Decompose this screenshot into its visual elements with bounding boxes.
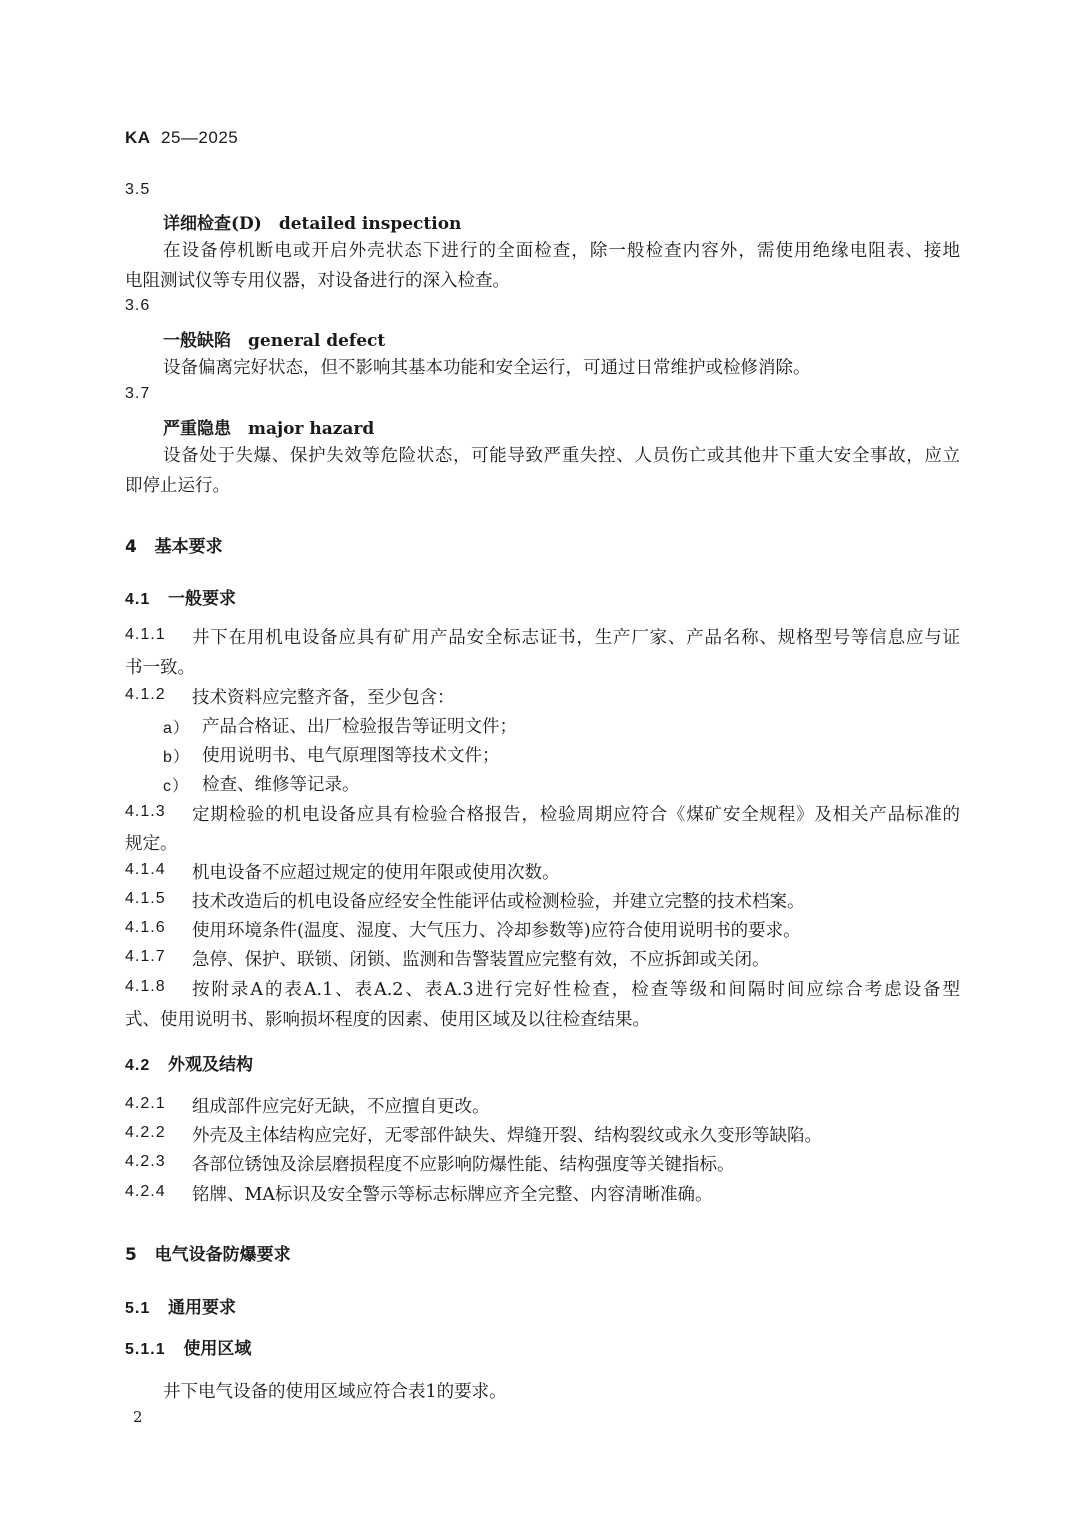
clause-text: 定期检验的机电设备应具有检验合格报告，检验周期应符合《煤矿安全规程》及相关产品标准的	[192, 805, 960, 825]
subsection-title: 通用要求	[168, 1298, 237, 1318]
clause-text: 书一致。	[125, 658, 195, 678]
clause-number: 4.2.3	[125, 1153, 166, 1170]
clause-number: 4.1.4	[125, 861, 166, 878]
term-number: 3.6	[125, 297, 151, 314]
term-number: 3.5	[125, 181, 151, 198]
list-marker: a）	[163, 720, 190, 737]
clause-text: 式、使用说明书、影响损坏程度的因素、使用区域及以往检查结果。	[125, 1010, 650, 1030]
subsection-number: 4.2	[125, 1057, 151, 1074]
section-heading	[125, 532, 223, 557]
subsection-number: 4.1	[125, 591, 151, 608]
term-definition: 即停止运行。	[125, 476, 230, 496]
clause-text: 技术改造后的机电设备应经安全性能评估或检测检验，并建立完整的技术档案。	[192, 892, 805, 912]
clause-number: 4.1.2	[125, 686, 166, 703]
clause-number: 4.2.2	[125, 1124, 166, 1141]
section-heading	[125, 1240, 291, 1265]
subsubsection-heading	[125, 1334, 251, 1359]
term-definition: 设备处于失爆、保护失效等危险状态，可能导致严重失控、人员伤亡或其他井下重大安全事故，应立	[163, 446, 960, 466]
subsection-heading	[125, 1293, 236, 1318]
document-code	[125, 128, 238, 148]
term-title: 一般缺陷 general defect	[163, 331, 386, 351]
clause-number: 4.1.6	[125, 919, 166, 936]
section-number: 5	[125, 1245, 137, 1265]
clause-number: 4.1.1	[125, 626, 166, 643]
list-item: 检查、维修等记录。	[202, 775, 360, 795]
standard-prefix: KA	[125, 128, 151, 147]
section-number: 4	[125, 537, 137, 557]
clause-text: 按附录A的表A.1、表A.2、表A.3进行完好性检查，检查等级和间隔时间应综合考虑设备型	[192, 980, 960, 1000]
subsection-title: 一般要求	[168, 589, 237, 609]
clause-text: 规定。	[125, 834, 178, 854]
clause-text: 使用环境条件(温度、湿度、大气压力、冷却参数等)应符合使用说明书的要求。	[192, 921, 801, 941]
page-number: 2	[133, 1408, 143, 1426]
clause-number: 4.2.1	[125, 1095, 166, 1112]
clause-number: 4.2.4	[125, 1183, 166, 1200]
paragraph: 井下电气设备的使用区域应符合表1的要求。	[163, 1382, 507, 1402]
clause-number: 4.1.5	[125, 890, 166, 907]
list-item: 使用说明书、电气原理图等技术文件；	[202, 746, 500, 766]
clause-text: 井下在用机电设备应具有矿用产品安全标志证书，生产厂家、产品名称、规格型号等信息应与证	[192, 628, 960, 648]
clause-text: 机电设备不应超过规定的使用年限或使用次数。	[192, 863, 560, 883]
standard-number: 25—2025	[161, 128, 239, 147]
term-number: 3.7	[125, 385, 151, 402]
subsection-heading	[125, 584, 236, 609]
subsubsection-title: 使用区域	[183, 1339, 252, 1359]
clause-text: 急停、保护、联锁、闭锁、监测和告警装置应完整有效，不应拆卸或关闭。	[192, 950, 770, 970]
clause-number: 4.1.7	[125, 948, 166, 965]
subsubsection-number: 5.1.1	[125, 1341, 166, 1358]
term-definition: 在设备停机断电或开启外壳状态下进行的全面检查，除一般检查内容外，需使用绝缘电阻表、接地	[163, 241, 960, 261]
term-definition: 设备偏离完好状态，但不影响其基本功能和安全运行，可通过日常维护或检修消除。	[163, 358, 811, 378]
clause-number: 4.1.8	[125, 978, 166, 995]
term-title: 详细检查(D) detailed inspection	[163, 214, 462, 234]
clause-number: 4.1.3	[125, 803, 166, 820]
subsection-number: 5.1	[125, 1300, 151, 1317]
section-title: 基本要求	[154, 537, 223, 557]
list-marker: c）	[163, 778, 190, 795]
clause-text: 技术资料应完整齐备，至少包含：	[192, 688, 455, 708]
subsection-heading	[125, 1050, 253, 1075]
list-item: 产品合格证、出厂检验报告等证明文件；	[202, 717, 517, 737]
clause-text: 外壳及主体结构应完好，无零部件缺失、焊缝开裂、结构裂纹或永久变形等缺陷。	[192, 1126, 822, 1146]
term-definition: 电阻测试仪等专用仪器，对设备进行的深入检查。	[125, 271, 510, 291]
subsection-title: 外观及结构	[168, 1055, 254, 1075]
section-title: 电气设备防爆要求	[154, 1245, 291, 1265]
list-marker: b）	[163, 749, 190, 766]
clause-text: 组成部件应完好无缺，不应擅自更改。	[192, 1097, 490, 1117]
clause-text: 各部位锈蚀及涂层磨损程度不应影响防爆性能、结构强度等关键指标。	[192, 1155, 735, 1175]
term-title: 严重隐患 major hazard	[163, 419, 375, 439]
clause-text: 铭牌、MA标识及安全警示等标志标牌应齐全完整、内容清晰准确。	[192, 1185, 713, 1205]
